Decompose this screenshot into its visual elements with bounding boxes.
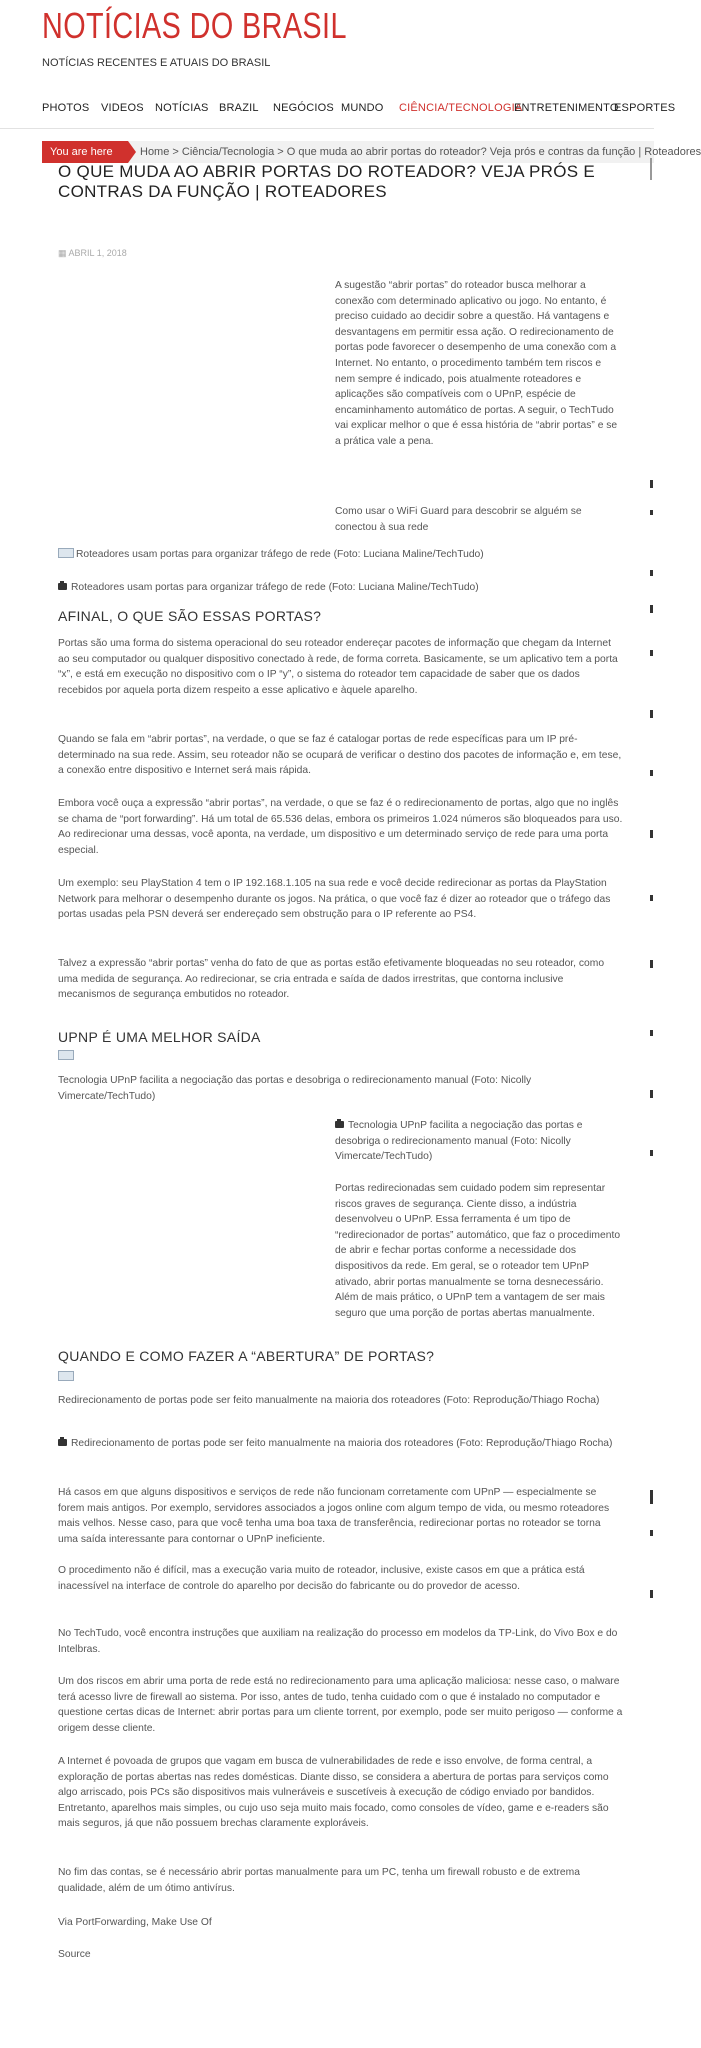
paragraph-5: Talvez a expressão “abrir portas” venha do fato de que as portas estão efetivamente bloqueadas no seu roteador, como uma medida de segurança. Ao redirecionar, se cria entrada e saída de dados irrestritas, que contorna inclusive mecanismos de segurança embutidos no roteador. [58,958,605,1001]
sidebar-fragment [650,570,653,576]
paragraph-11: A Internet é povoada de grupos que vagam em busca de vulnerabilidades de rede e isso envolve, de forma central, a exploração de portas abertas nas redes domésticas. Diante disso, se considera a abertura de portas para serviços como algo arriscado, pois PCs são dispositivos mais vulneráveis e suscetíveis à execução de código enviado por bandidos. Entretanto, aparelhos mais simples, ou cujo uso seja muito mais focado, como consoles de vídeo, game e e-readers são mais seguros, já que não possuem brechas claramente exploráveis. [58,1756,609,1830]
paragraph-3: Embora você ouça a expressão “abrir portas”, na verdade, o que se faz é o redirecionamento de portas, algo que no inglês se chama de “port forwarding”. Há um total de 65.536 delas, embora os primeiros 1.024 números são bloqueados para uso. Ao redirecionar uma dessas, você aponta, na verdade, um dispositivo e um determinado serviço de rede para uma porta especial. [58,798,623,856]
breadcrumb-label: You are here [42,141,128,163]
image-1-caption-text: Roteadores usam portas para organizar tráfego de rede (Foto: Luciana Maline/TechTudo) [71,582,479,593]
paragraph-12: No fim das contas, se é necessário abrir portas manualmente para um PC, tenha um firewall robusto e de extrema qualidade, além de um ótimo antivírus. [58,1867,580,1894]
nav-item-photos[interactable]: PHOTOS [42,102,90,114]
article-image-1 [58,547,623,563]
paragraph-7: Há casos em que alguns dispositivos e serviços de rede não funcionam corretamente com UPnP — especialmente se forem mais antigos. Por exemplo, servidores associados a jogos online com algum tempo de vida, ou mesmo roteadores mais velhos. Nesse caso, para que você tenha uma boa taxa de transferência, redirecionar portas no roteador se torna uma saída interessante para contornar o UPnP ineficiente. [58,1487,610,1545]
sidebar-fragment [650,960,653,968]
sidebar-fragment [650,510,653,515]
sidebar-fragment [650,1490,653,1504]
nav-item-noticias[interactable]: NOTÍCIAS [155,102,209,114]
article-image-2: Tecnologia UPnP facilita a negociação das portas e desobriga o redirecionamento manual (Foto: Nicolly Vimercate/TechTudo) [58,1075,532,1102]
nav-item-videos[interactable]: VIDEOS [101,102,144,114]
heading-afinal: AFINAL, O QUE SÃO ESSAS PORTAS? [58,608,322,624]
sidebar-fragment [650,158,652,180]
sidebar-fragment [650,1530,653,1536]
image-1-alt: Roteadores usam portas para organizar tráfego de rede (Foto: Luciana Maline/TechTudo) [76,549,484,560]
main-nav [0,94,676,124]
article-image-3-icon [58,1370,78,1386]
sidebar-fragment [650,830,653,838]
heading-upnp: UPNP É UMA MELHOR SAÍDA [58,1029,261,1045]
nav-item-mundo[interactable]: MUNDO [341,102,384,114]
nav-item-esportes[interactable]: ESPORTES [614,102,676,114]
related-link[interactable]: Como usar o WiFi Guard para descobrir se alguém se conectou à sua rede [335,506,582,533]
broken-image-icon [58,1050,74,1060]
article-title: O QUE MUDA AO ABRIR PORTAS DO ROTEADOR? VEJA PRÓS E CONTRAS DA FUNÇÃO | ROTEADORES [58,162,596,201]
nav-item-brazil[interactable]: BRAZIL [219,102,259,114]
sidebar-fragment [650,1590,653,1598]
image-2-caption-text: Tecnologia UPnP facilita a negociação das portas e desobriga o redirecionamento manual (Foto: Nicolly Vimercate/TechTudo) [335,1120,583,1163]
image-3-caption [58,1436,623,1452]
paragraph-6: Portas redirecionadas sem cuidado podem sim representar riscos graves de segurança. Ciente disso, a indústria desenvolveu o UPnP. Essa ferramenta é um tipo de “redirecionador de portas” automático, que faz o procedimento de abrir e fechar portas conforme a necessidade dos dispositivos da rede. Em geral, se o roteador tem UPnP ativado, abrir portas manualmente se torna desnecessário. Além de mais prático, o UPnP tem a vantagem de ser mais seguro que uma porção de portas abertas manualmente. [335,1183,621,1319]
paragraph-2: Quando se fala em “abrir portas”, na verdade, o que se faz é catalogar portas de rede específicas para um IP pré-determinado na sua rede. Assim, seu roteador não se ocupará de verificar o destino dos pacotes de informação e, em tese, a conexão entre dispositivo e Internet será mais rápida. [58,734,622,777]
sidebar-fragment [650,650,653,656]
sidebar-fragment [650,480,653,488]
image-3-caption-text: Redirecionamento de portas pode ser feito manualmente na maioria dos roteadores (Foto: Reprodução/Thiago Rocha) [71,1438,613,1449]
sidebar-fragment [650,1090,653,1098]
article-image-3: Redirecionamento de portas pode ser feito manualmente na maioria dos roteadores (Foto: Reprodução/Thiago Rocha) [58,1395,600,1406]
nav-item-negocios[interactable]: NEGÓCIOS [273,102,334,114]
article-date-text: ABRIL 1, 2018 [68,248,127,258]
paragraph-8: O procedimento não é difícil, mas a execução varia muito de roteador, inclusive, existe casos em que a prática está inacessível na interface de controle do aparelho por decisão do fabricante ou do provedor de acesso. [58,1565,585,1592]
camera-icon [58,583,67,590]
calendar-icon: ▦ [58,248,69,258]
paragraph-9: No TechTudo, você encontra instruções que auxiliam na realização do processo em modelos da TP-Link, do Vivo Box e do Intelbras. [58,1628,618,1655]
nav-item-ciencia-tecnologia[interactable]: CIÊNCIA/TECNOLOGIA [399,102,523,114]
paragraph-4: Um exemplo: seu PlayStation 4 tem o IP 192.168.1.105 na sua rede e você decide redirecionar as portas da PlayStation Network para melhorar o desempenho durante os jogos. Na prática, o que você faz é dizer ao roteador que o tráfego das portas usadas pela PSN deverá ser endereçado sem obstrução para o IP referente ao PS4. [58,878,611,921]
camera-icon [335,1121,344,1128]
broken-image-icon [58,548,74,558]
sidebar-fragment [650,710,653,718]
source-link[interactable]: Source [58,1949,91,1960]
image-2-caption [335,1118,622,1165]
sidebar-fragment [650,895,653,901]
breadcrumb [42,141,701,163]
image-1-caption [58,580,623,596]
camera-icon [58,1439,67,1446]
sidebar-fragment [650,605,653,613]
sidebar-edge [647,150,654,2048]
heading-quando: QUANDO E COMO FAZER A “ABERTURA” DE PORTAS? [58,1348,435,1364]
paragraph-1: Portas são uma forma do sistema operacional do seu roteador endereçar pacotes de informação que chegam da Internet ao seu computador ou qualquer dispositivo conectado à rede, de forma correta. Basicamente, se um aplicativo tem a porta “x”, e está em execução no dispositivo com o IP “y”, o sistema do roteador tem capacidade de saber que os dados recebidos por aquela porta dizem respeito a esse aplicativo e àquele aparelho. [58,638,618,696]
header-divider [0,128,654,129]
via-line: Via PortForwarding, Make Use Of [58,1917,212,1928]
broken-image-icon [58,1371,74,1381]
nav-item-entretenimento[interactable]: ENTRETENIMENTO [514,102,619,114]
breadcrumb-path[interactable]: Home > Ciência/Tecnologia > O que muda ao abrir portas do roteador? Veja prós e contras da função | Roteadores [140,146,701,158]
paragraph-10: Um dos riscos em abrir uma porta de rede está no redirecionamento para uma aplicação maliciosa: nesse caso, o malware terá acesso livre de firewall ao sistema. Por isso, antes de tudo, tenha cuidado com o que é instalado no computador e questione certas dicas de Internet: abrir portas para um cliente torrent, por exemplo, pode ser muito perigoso — conforme a origem desse cliente. [58,1676,623,1734]
sidebar-fragment [650,1150,653,1156]
article-image-2-icon [58,1049,78,1065]
sidebar-fragment [650,770,653,776]
site-tagline: NOTÍCIAS RECENTES E ATUAIS DO BRASIL [42,57,271,69]
sidebar-fragment [650,1030,653,1036]
intro-paragraph: A sugestão “abrir portas” do roteador busca melhorar a conexão com determinado aplicativo ou jogo. No entanto, é preciso cuidado ao decidir sobre a questão. Há vantagens e desvantagens em permitir essa ação. O redirecionamento de portas pode favorecer o desempenho de uma conexão com a Internet. No entanto, o procedimento também tem riscos e nem sempre é indicado, pois atualmente roteadores e aplicações são compatíveis com o UPnP, espécie de encaminhamento automático de portas. A seguir, o TechTudo vai explicar melhor o que é essa história de “abrir portas” e se a prática vale a pena. [335,280,618,447]
site-logo[interactable]: NOTÍCIAS DO BRASIL [42,5,347,46]
article-date [58,248,127,259]
